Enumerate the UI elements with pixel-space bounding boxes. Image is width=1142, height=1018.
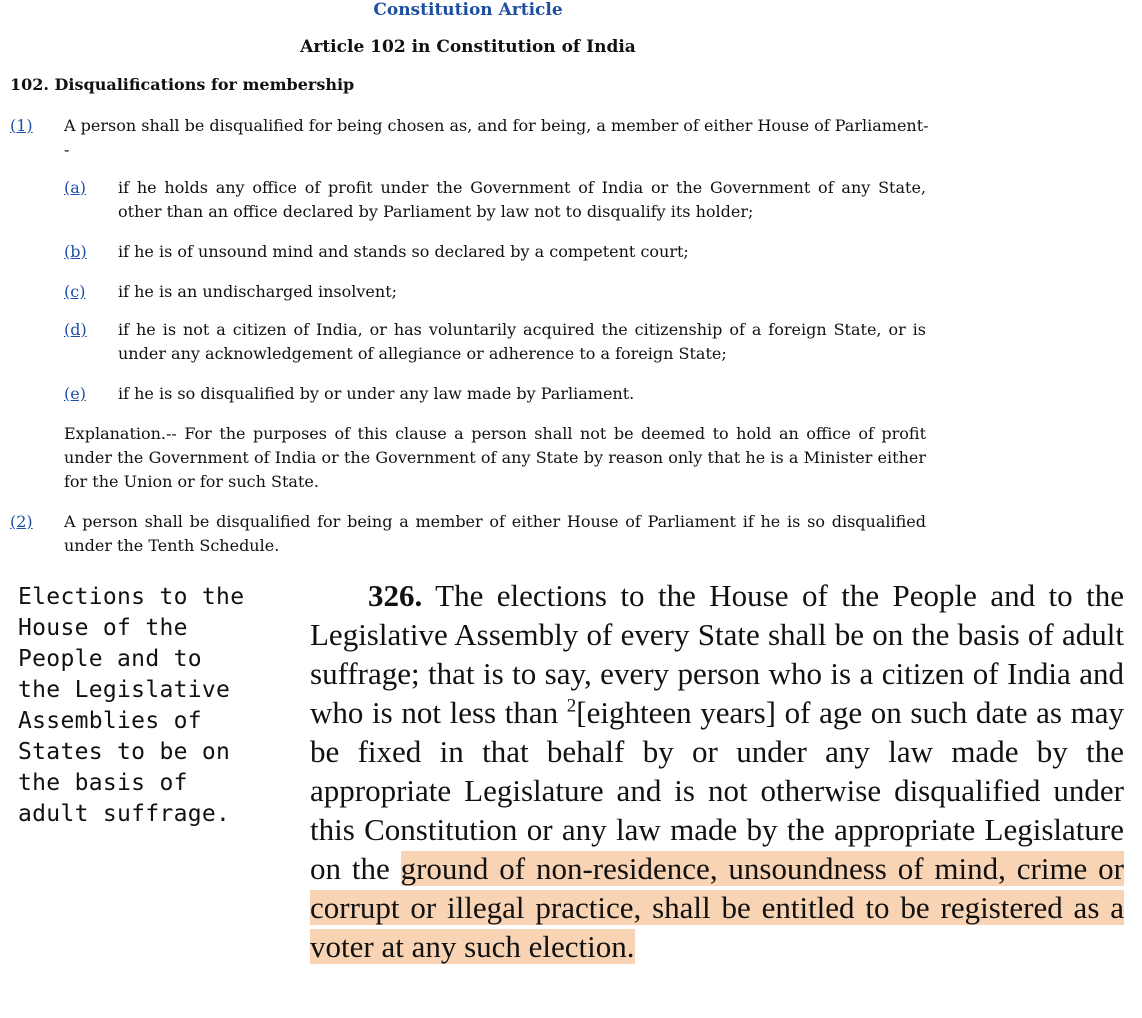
item-e-text: if he is so disqualified by or under any law made by Parliament.: [118, 384, 635, 403]
explanation-text: Explanation.-- For the purposes of this clause a person shall not be deemed to hold an office of profit under the Government of India or the Government of any State by reason only that he is a Minister either for the Union or for such State.: [64, 424, 926, 491]
item-b-text: if he is of unsound mind and stands so declared by a competent court;: [118, 242, 689, 261]
item-c-text: if he is an undischarged insolvent;: [118, 282, 398, 301]
footnote-ref: 2: [566, 695, 577, 717]
clause-1-link[interactable]: (1): [10, 116, 33, 135]
article-326-text: [310, 576, 1124, 966]
site-brand-title[interactable]: Constitution Article: [373, 0, 563, 20]
item-b-link[interactable]: (b): [64, 242, 87, 261]
section-heading: 102. Disqualifications for membership: [10, 75, 355, 94]
article-326-text-part1: The elections to the House of the People and to the Legislative Assembly of every State shall be on the basis of adult suffrage; that is to say, every person who is a citizen of India and who is not less than: [310, 578, 1124, 730]
item-c-link[interactable]: (c): [64, 282, 86, 301]
clause-1-text: A person shall be disqualified for being chosen as, and for being, a member of either House of Parliament-: [64, 116, 929, 135]
article-title: Article 102 in Constitution of India: [300, 37, 636, 57]
clause-2-link[interactable]: (2): [10, 512, 33, 531]
highlighted-text: ground of non-residence, unsoundness of mind, crime or corrupt or illegal practice, shall be entitled to be registered as a voter at any such election.: [310, 851, 1124, 964]
clause-2-text: A person shall be disqualified for being a member of either House of Parliament if he is so disqualified under the Tenth Schedule.: [64, 512, 926, 555]
item-d-link[interactable]: (d): [64, 320, 87, 339]
item-a-text: if he holds any office of profit under the Government of India or the Government of any State, other than an office declared by Parliament by law not to disqualify its holder;: [118, 178, 926, 221]
clause-1-dash: -: [64, 140, 70, 159]
item-d-text: if he is not a citizen of India, or has voluntarily acquired the citizenship of a foreign State, or is under any acknowledgement of allegiance or adherence to a foreign State;: [118, 320, 926, 363]
marginal-note: Elections to the House of the People and to the Legislative Assemblies of States to be on the basis of adult suffrage.: [18, 584, 245, 827]
article-326-number: 326.: [368, 578, 423, 613]
item-a-link[interactable]: (a): [64, 178, 87, 197]
item-e-link[interactable]: (e): [64, 384, 86, 403]
article-326-text-part2: [eighteen years] of age on such date as may be fixed in that behalf by or under any law made by the appropriate Legislature and is not otherwise disqualified under this Constitution or any law made by the appropriate Legislature on the: [310, 695, 1124, 886]
